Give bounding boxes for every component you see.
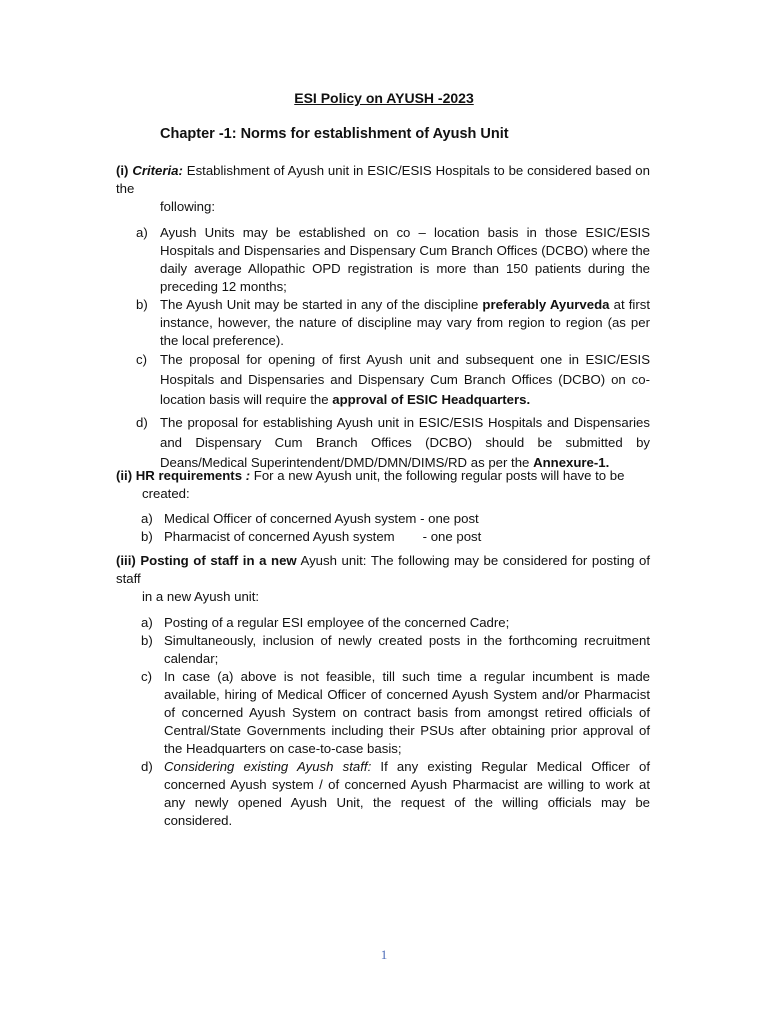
hr-intro-text: For a new Ayush unit, the following regular posts will have to be [250, 468, 625, 483]
list-marker: d) [136, 415, 148, 430]
list-marker: b) [141, 633, 153, 648]
criteria-section [116, 162, 650, 473]
criteria-intro [116, 162, 650, 216]
list-item-text: The proposal for opening of first Ayush unit and subsequent one in ESIC/ESIS Hospitals and Dispensaries and Dispensary Cum Branch Offices (DCBO) on co-location basis will require the [160, 352, 650, 407]
document-title: ESI Policy on AYUSH -2023 [294, 90, 474, 106]
hr-intro [116, 467, 650, 503]
list-marker: a) [141, 511, 153, 526]
criteria-number: (i) [116, 163, 133, 178]
list-item [116, 632, 650, 668]
list-item-text: The Ayush Unit may be started in any of the discipline [160, 297, 483, 312]
list-marker: c) [141, 669, 152, 684]
hr-colon: : [242, 468, 251, 483]
list-marker: b) [141, 529, 153, 544]
hr-requirements-section [116, 467, 650, 546]
list-item [116, 668, 650, 758]
list-item-text: If any existing Regular Medical Officer of concerned Ayush system / of concerned Ayush Pharmacist are willing to work at any newly opened Ayush Unit, the request of the willing officials may be considered. [164, 759, 650, 828]
hr-label: (ii) HR requirements [116, 468, 243, 483]
hr-posts-list [116, 510, 650, 546]
post-role: Pharmacist of concerned Ayush system [164, 529, 395, 544]
list-item-emphasis: preferably Ayurveda [482, 297, 610, 312]
posting-section [116, 552, 650, 830]
list-item [116, 614, 650, 632]
list-item [116, 296, 650, 350]
list-item [116, 413, 650, 473]
posting-intro-continuation: in a new Ayush unit: [142, 589, 260, 604]
page-number: 1 [380, 947, 388, 962]
list-item-text: Ayush Units may be established on co – location basis in those ESIC/ESIS Hospitals and Dispensaries and Dispensary Cum Branch Offices (DCBO) where the daily average Allopathic OPD registration is more than 150 patients during the preceding 12 months; [160, 225, 650, 294]
posting-label: (iii) Posting of staff in a new [116, 553, 297, 568]
criteria-list [116, 224, 650, 473]
list-marker: a) [141, 615, 153, 630]
posting-list [116, 614, 650, 830]
criteria-label: Criteria: [132, 163, 183, 178]
list-marker: a) [136, 225, 148, 240]
list-item [116, 350, 650, 410]
list-item-text: Simultaneously, inclusion of newly created posts in the forthcoming recruitment calendar; [164, 633, 650, 666]
posting-intro-text: Ayush unit: The following may be considered for posting of staff [116, 553, 650, 586]
list-item [116, 224, 650, 296]
post-count: - one post [422, 529, 482, 544]
list-item [116, 510, 650, 528]
criteria-intro-continuation: following: [160, 199, 215, 214]
post-count: - one post [420, 511, 479, 526]
list-marker: d) [141, 759, 153, 774]
list-item-text: Posting of a regular ESI employee of the concerned Cadre; [164, 615, 510, 630]
list-item [116, 758, 650, 830]
posting-intro [116, 552, 650, 606]
hr-intro-continuation: created: [142, 486, 190, 501]
list-item-emphasis: Considering existing Ayush staff: [164, 759, 372, 774]
list-item-emphasis: approval of ESIC Headquarters. [332, 392, 531, 407]
list-item-text: The proposal for establishing Ayush unit in ESIC/ESIS Hospitals and Dispensaries and Dispensary Cum Branch Offices (DCBO) should be submitted by Deans/Medical Superintendent/DMD/DMN/DIMS/RD as per the [160, 415, 650, 470]
criteria-intro-text: Establishment of Ayush unit in ESIC/ESIS Hospitals to be considered based on the [116, 163, 650, 196]
list-marker: c) [136, 352, 147, 367]
list-item [116, 528, 650, 546]
list-item-emphasis: Annexure-1. [533, 455, 610, 470]
list-item-text-tail: at first instance, however, the nature of discipline may vary from region to region (as per the local preference). [160, 297, 650, 348]
chapter-heading: Chapter -1: Norms for establishment of Ayush Unit [160, 126, 509, 142]
list-marker: b) [136, 297, 148, 312]
post-role: Medical Officer of concerned Ayush system [164, 511, 417, 526]
list-item-text: In case (a) above is not feasible, till such time a regular incumbent is made available, hiring of Medical Officer of concerned Ayush System and/or Pharmacist of concerned Ayush System on contract basis from amongst retired officials of Central/State Governments including their PSUs after obtaining prior approval of the Headquarters on case-to-case basis; [164, 669, 650, 756]
